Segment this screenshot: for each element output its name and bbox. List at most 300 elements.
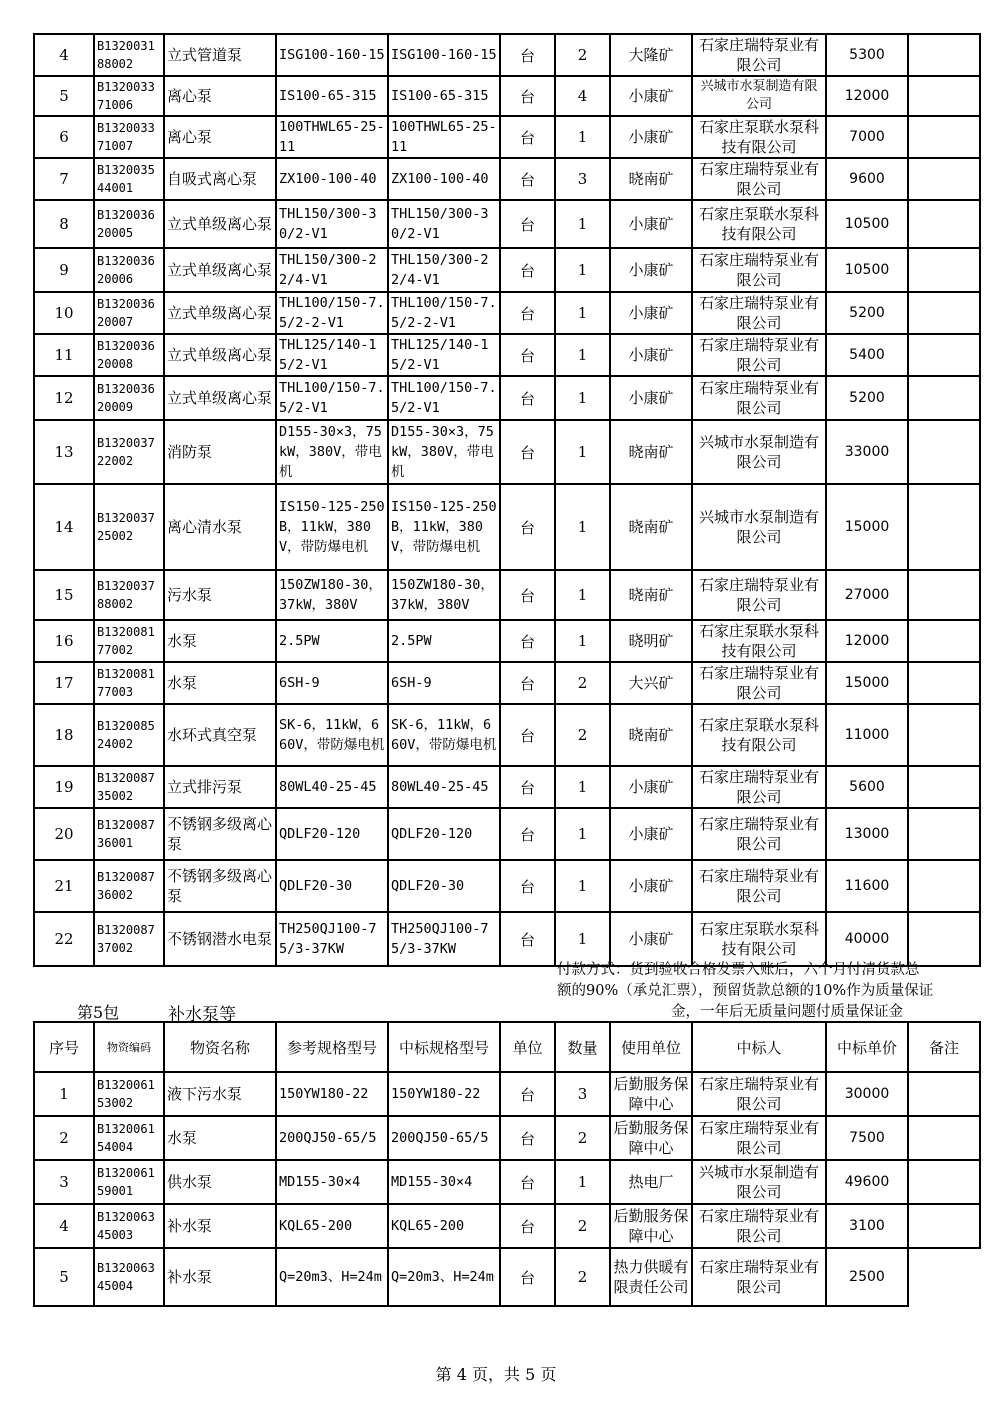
table-row: [34, 860, 980, 912]
cell-user: 大兴矿: [610, 662, 692, 704]
cell-code: B132006154004: [94, 1116, 164, 1160]
cell-no: 8: [34, 200, 94, 248]
cell-code: B132008524002: [94, 704, 164, 766]
cell-user: 小康矿: [610, 766, 692, 808]
cell-user: 后勤服务保障中心: [610, 1116, 692, 1160]
cell-code: B132006159001: [94, 1160, 164, 1204]
cell-ref-spec: QDLF20-30: [276, 860, 388, 912]
cell-code: B132008735002: [94, 766, 164, 808]
cell-qty: 1: [555, 1160, 610, 1204]
cell-no: 3: [34, 1160, 94, 1204]
table-row: [34, 1072, 980, 1116]
cell-no: 21: [34, 860, 94, 912]
cell-remark: [908, 376, 980, 420]
cell-price: 10500: [826, 200, 908, 248]
cell-qty: 2: [555, 1116, 610, 1160]
cell-user: 大隆矿: [610, 34, 692, 76]
cell-ref-spec: IS150-125-250B，11kW，380V，带防爆电机: [276, 484, 388, 570]
cell-name: 离心泵: [164, 116, 276, 158]
header-no: 序号: [34, 1022, 94, 1072]
header-price: 中标单价: [826, 1022, 908, 1072]
table-row: [34, 1204, 980, 1248]
table-row: [34, 1248, 980, 1306]
cell-user: 小康矿: [610, 292, 692, 334]
cell-no: 10: [34, 292, 94, 334]
cell-code: B132006153002: [94, 1072, 164, 1116]
cell-winner: 兴城市水泵制造有限公司: [692, 484, 826, 570]
cell-price: 2500: [826, 1248, 908, 1306]
cell-name: 立式单级离心泵: [164, 334, 276, 376]
cell-remark: [908, 1248, 980, 1306]
header-winner: 中标人: [692, 1022, 826, 1072]
cell-unit: 台: [500, 620, 555, 662]
cell-qty: 1: [555, 376, 610, 420]
cell-winner: 石家庄泵联水泵科技有限公司: [692, 116, 826, 158]
cell-ref-spec: THL100/150-7.5/2-2-V1: [276, 292, 388, 334]
cell-bid-spec: Q=20m3、H=24m: [388, 1248, 500, 1306]
cell-ref-spec: THL150/300-30/2-V1: [276, 200, 388, 248]
cell-no: 9: [34, 248, 94, 292]
cell-qty: 1: [555, 860, 610, 912]
cell-winner: 兴城市水泵制造有限公司: [692, 1160, 826, 1204]
cell-no: 12: [34, 376, 94, 420]
cell-unit: 台: [500, 1072, 555, 1116]
cell-remark: [908, 158, 980, 200]
cell-price: 5400: [826, 334, 908, 376]
cell-winner: 石家庄泵联水泵科技有限公司: [692, 704, 826, 766]
cell-qty: 1: [555, 912, 610, 966]
cell-code: B132003620008: [94, 334, 164, 376]
payment-line-1: 付款方式：货到验收合格发票入账后，六个月付清货款总: [557, 962, 920, 978]
cell-name: 供水泵: [164, 1160, 276, 1204]
header-unit: 单位: [500, 1022, 555, 1072]
cell-code: B132006345004: [94, 1248, 164, 1306]
header-bid-spec: 中标规格型号: [388, 1022, 500, 1072]
cell-bid-spec: THL150/300-30/2-V1: [388, 200, 500, 248]
cell-price: 3100: [826, 1204, 908, 1248]
cell-code: B132003188002: [94, 34, 164, 76]
cell-user: 小康矿: [610, 912, 692, 966]
cell-name: 不锈钢多级离心泵: [164, 808, 276, 860]
cell-name: 水泵: [164, 1116, 276, 1160]
cell-winner: 石家庄瑞特泵业有限公司: [692, 570, 826, 620]
cell-unit: 台: [500, 248, 555, 292]
cell-price: 9600: [826, 158, 908, 200]
cell-price: 11600: [826, 860, 908, 912]
table-row: [34, 248, 980, 292]
cell-code: B132003620007: [94, 292, 164, 334]
cell-winner: 石家庄瑞特泵业有限公司: [692, 292, 826, 334]
header-qty: 数量: [555, 1022, 610, 1072]
cell-no: 19: [34, 766, 94, 808]
cell-price: 27000: [826, 570, 908, 620]
procurement-table-top: [33, 33, 981, 967]
cell-user: 晓南矿: [610, 570, 692, 620]
procurement-table-bottom: [33, 1021, 981, 1307]
cell-ref-spec: SK-6，11kW，660V，带防爆电机: [276, 704, 388, 766]
cell-name: 立式单级离心泵: [164, 376, 276, 420]
cell-code: B132008177002: [94, 620, 164, 662]
cell-bid-spec: 2.5PW: [388, 620, 500, 662]
cell-winner: 兴城市水泵制造有限公司: [692, 420, 826, 484]
cell-user: 小康矿: [610, 808, 692, 860]
cell-remark: [908, 34, 980, 76]
cell-unit: 台: [500, 1204, 555, 1248]
cell-no: 16: [34, 620, 94, 662]
cell-remark: [908, 766, 980, 808]
payment-terms: [557, 960, 977, 1023]
cell-bid-spec: 6SH-9: [388, 662, 500, 704]
table-row: [34, 912, 980, 966]
cell-winner: 石家庄瑞特泵业有限公司: [692, 1072, 826, 1116]
cell-remark: [908, 1116, 980, 1160]
cell-remark: [908, 484, 980, 570]
cell-bid-spec: D155-30×3，75kW，380V，带电机: [388, 420, 500, 484]
cell-code: B132003725002: [94, 484, 164, 570]
cell-qty: 1: [555, 116, 610, 158]
cell-price: 30000: [826, 1072, 908, 1116]
cell-price: 5600: [826, 766, 908, 808]
cell-user: 晓南矿: [610, 484, 692, 570]
cell-qty: 1: [555, 334, 610, 376]
cell-ref-spec: 200QJ50-65/5: [276, 1116, 388, 1160]
cell-ref-spec: Q=20m3、H=24m: [276, 1248, 388, 1306]
table-row: [34, 662, 980, 704]
cell-price: 10500: [826, 248, 908, 292]
table-row: [34, 484, 980, 570]
cell-unit: 台: [500, 34, 555, 76]
cell-name: 立式单级离心泵: [164, 292, 276, 334]
cell-bid-spec: THL100/150-7.5/2-2-V1: [388, 292, 500, 334]
cell-qty: 1: [555, 292, 610, 334]
cell-code: B132006345003: [94, 1204, 164, 1248]
table-row: [34, 376, 980, 420]
cell-remark: [908, 620, 980, 662]
cell-winner: 石家庄泵联水泵科技有限公司: [692, 912, 826, 966]
cell-code: B132008736001: [94, 808, 164, 860]
cell-user: 晓南矿: [610, 704, 692, 766]
cell-code: B132008177003: [94, 662, 164, 704]
cell-price: 12000: [826, 620, 908, 662]
cell-ref-spec: TH250QJ100-75/3-37KW: [276, 912, 388, 966]
cell-no: 17: [34, 662, 94, 704]
cell-ref-spec: QDLF20-120: [276, 808, 388, 860]
cell-unit: 台: [500, 292, 555, 334]
cell-unit: 台: [500, 808, 555, 860]
cell-ref-spec: ISG100-160-15: [276, 34, 388, 76]
cell-ref-spec: THL150/300-22/4-V1: [276, 248, 388, 292]
cell-no: 14: [34, 484, 94, 570]
cell-user: 后勤服务保障中心: [610, 1204, 692, 1248]
cell-remark: [908, 808, 980, 860]
cell-unit: 台: [500, 484, 555, 570]
cell-unit: 台: [500, 1248, 555, 1306]
cell-remark: [908, 116, 980, 158]
package-number: 第5包: [77, 1003, 120, 1022]
cell-ref-spec: 100THWL65-25-11: [276, 116, 388, 158]
cell-qty: 1: [555, 620, 610, 662]
cell-name: 水泵: [164, 620, 276, 662]
cell-ref-spec: 150ZW180-30，37kW，380V: [276, 570, 388, 620]
cell-bid-spec: QDLF20-30: [388, 860, 500, 912]
cell-qty: 1: [555, 248, 610, 292]
cell-remark: [908, 292, 980, 334]
cell-price: 5200: [826, 292, 908, 334]
cell-no: 6: [34, 116, 94, 158]
cell-no: 5: [34, 76, 94, 116]
cell-code: B132003620009: [94, 376, 164, 420]
cell-user: 小康矿: [610, 116, 692, 158]
table-row: [34, 292, 980, 334]
cell-name: 补水泵: [164, 1248, 276, 1306]
table-row: [34, 570, 980, 620]
cell-name: 立式管道泵: [164, 34, 276, 76]
table-row: [34, 116, 980, 158]
cell-unit: 台: [500, 158, 555, 200]
cell-qty: 1: [555, 420, 610, 484]
cell-bid-spec: 150YW180-22: [388, 1072, 500, 1116]
cell-unit: 台: [500, 200, 555, 248]
cell-bid-spec: ZX100-100-40: [388, 158, 500, 200]
cell-qty: 4: [555, 76, 610, 116]
cell-qty: 2: [555, 34, 610, 76]
cell-unit: 台: [500, 76, 555, 116]
table-row: [34, 34, 980, 76]
cell-qty: 2: [555, 704, 610, 766]
cell-bid-spec: ISG100-160-15: [388, 34, 500, 76]
cell-ref-spec: IS100-65-315: [276, 76, 388, 116]
cell-no: 5: [34, 1248, 94, 1306]
cell-qty: 1: [555, 766, 610, 808]
cell-user: 小康矿: [610, 200, 692, 248]
cell-price: 33000: [826, 420, 908, 484]
cell-unit: 台: [500, 1160, 555, 1204]
cell-no: 22: [34, 912, 94, 966]
cell-remark: [908, 570, 980, 620]
cell-unit: 台: [500, 334, 555, 376]
cell-ref-spec: 6SH-9: [276, 662, 388, 704]
cell-name: 立式单级离心泵: [164, 248, 276, 292]
cell-remark: [908, 248, 980, 292]
header-user: 使用单位: [610, 1022, 692, 1072]
cell-winner: 石家庄泵联水泵科技有限公司: [692, 200, 826, 248]
cell-name: 自吸式离心泵: [164, 158, 276, 200]
cell-code: B132003722002: [94, 420, 164, 484]
cell-price: 11000: [826, 704, 908, 766]
cell-price: 5300: [826, 34, 908, 76]
cell-remark: [908, 200, 980, 248]
cell-bid-spec: 150ZW180-30，37kW，380V: [388, 570, 500, 620]
cell-qty: 2: [555, 662, 610, 704]
cell-price: 7500: [826, 1116, 908, 1160]
cell-remark: [908, 860, 980, 912]
table-row: [34, 158, 980, 200]
cell-bid-spec: 100THWL65-25-11: [388, 116, 500, 158]
table-row: [34, 1116, 980, 1160]
cell-remark: [908, 704, 980, 766]
cell-qty: 1: [555, 484, 610, 570]
cell-bid-spec: THL100/150-7.5/2-V1: [388, 376, 500, 420]
cell-price: 49600: [826, 1160, 908, 1204]
cell-winner: 石家庄瑞特泵业有限公司: [692, 860, 826, 912]
cell-unit: 台: [500, 662, 555, 704]
cell-no: 1: [34, 1072, 94, 1116]
cell-remark: [908, 1204, 980, 1248]
cell-price: 7000: [826, 116, 908, 158]
cell-winner: 石家庄瑞特泵业有限公司: [692, 1204, 826, 1248]
cell-winner: 石家庄瑞特泵业有限公司: [692, 248, 826, 292]
cell-ref-spec: 150YW180-22: [276, 1072, 388, 1116]
cell-user: 小康矿: [610, 334, 692, 376]
cell-winner: 石家庄瑞特泵业有限公司: [692, 376, 826, 420]
table-row: [34, 808, 980, 860]
cell-unit: 台: [500, 704, 555, 766]
cell-no: 20: [34, 808, 94, 860]
cell-no: 2: [34, 1116, 94, 1160]
table-row: [34, 1160, 980, 1204]
cell-no: 13: [34, 420, 94, 484]
cell-ref-spec: ZX100-100-40: [276, 158, 388, 200]
cell-code: B132003371007: [94, 116, 164, 158]
header-name: 物资名称: [164, 1022, 276, 1072]
table-row: [34, 420, 980, 484]
cell-remark: [908, 912, 980, 966]
cell-name: 离心泵: [164, 76, 276, 116]
cell-remark: [908, 420, 980, 484]
page-footer: 第 4 页，共 5 页: [435, 1365, 557, 1384]
table-row: [34, 620, 980, 662]
cell-user: 小康矿: [610, 248, 692, 292]
cell-unit: 台: [500, 912, 555, 966]
cell-remark: [908, 662, 980, 704]
cell-remark: [908, 1160, 980, 1204]
cell-ref-spec: D155-30×3，75kW，380V，带电机: [276, 420, 388, 484]
cell-name: 不锈钢多级离心泵: [164, 860, 276, 912]
cell-winner: 石家庄瑞特泵业有限公司: [692, 334, 826, 376]
cell-unit: 台: [500, 420, 555, 484]
cell-qty: 1: [555, 808, 610, 860]
cell-price: 5200: [826, 376, 908, 420]
cell-user: 小康矿: [610, 376, 692, 420]
package-title: 补水泵等: [168, 1005, 236, 1025]
cell-ref-spec: 2.5PW: [276, 620, 388, 662]
cell-remark: [908, 334, 980, 376]
cell-user: 小康矿: [610, 860, 692, 912]
table-row: [34, 766, 980, 808]
cell-unit: 台: [500, 1116, 555, 1160]
table-row: [34, 76, 980, 116]
cell-name: 离心清水泵: [164, 484, 276, 570]
cell-winner: 石家庄瑞特泵业有限公司: [692, 1248, 826, 1306]
cell-name: 污水泵: [164, 570, 276, 620]
cell-winner: 石家庄瑞特泵业有限公司: [692, 158, 826, 200]
cell-bid-spec: 80WL40-25-45: [388, 766, 500, 808]
cell-price: 15000: [826, 662, 908, 704]
table-header-row: [34, 1022, 980, 1072]
cell-name: 液下污水泵: [164, 1072, 276, 1116]
cell-name: 立式排污泵: [164, 766, 276, 808]
cell-code: B132003620006: [94, 248, 164, 292]
cell-price: 12000: [826, 76, 908, 116]
cell-name: 水环式真空泵: [164, 704, 276, 766]
cell-winner: 石家庄瑞特泵业有限公司: [692, 34, 826, 76]
cell-name: 补水泵: [164, 1204, 276, 1248]
table-row: [34, 200, 980, 248]
cell-code: B132008736002: [94, 860, 164, 912]
cell-user: 晓南矿: [610, 158, 692, 200]
cell-ref-spec: MD155-30×4: [276, 1160, 388, 1204]
payment-line-3: 金，一年后无质量问题付质量保证金: [671, 1004, 903, 1020]
cell-name: 不锈钢潜水电泵: [164, 912, 276, 966]
cell-user: 晓明矿: [610, 620, 692, 662]
cell-code: B132003371006: [94, 76, 164, 116]
cell-no: 4: [34, 1204, 94, 1248]
cell-remark: [908, 1072, 980, 1116]
cell-unit: 台: [500, 766, 555, 808]
cell-remark: [908, 76, 980, 116]
cell-bid-spec: QDLF20-120: [388, 808, 500, 860]
cell-code: B132003788002: [94, 570, 164, 620]
header-remark: 备注: [908, 1022, 980, 1072]
cell-qty: 1: [555, 570, 610, 620]
cell-winner: 石家庄瑞特泵业有限公司: [692, 1116, 826, 1160]
cell-ref-spec: THL100/150-7.5/2-V1: [276, 376, 388, 420]
cell-price: 13000: [826, 808, 908, 860]
cell-price: 15000: [826, 484, 908, 570]
cell-user: 后勤服务保障中心: [610, 1072, 692, 1116]
cell-qty: 1: [555, 200, 610, 248]
cell-qty: 2: [555, 1248, 610, 1306]
cell-ref-spec: KQL65-200: [276, 1204, 388, 1248]
cell-name: 立式单级离心泵: [164, 200, 276, 248]
cell-no: 4: [34, 34, 94, 76]
cell-unit: 台: [500, 376, 555, 420]
table-row: [34, 334, 980, 376]
cell-unit: 台: [500, 570, 555, 620]
cell-no: 11: [34, 334, 94, 376]
cell-bid-spec: IS100-65-315: [388, 76, 500, 116]
cell-qty: 3: [555, 158, 610, 200]
cell-no: 15: [34, 570, 94, 620]
cell-name: 消防泵: [164, 420, 276, 484]
cell-bid-spec: IS150-125-250B，11kW，380V，带防爆电机: [388, 484, 500, 570]
cell-winner: 石家庄瑞特泵业有限公司: [692, 766, 826, 808]
table-row: [34, 704, 980, 766]
cell-qty: 3: [555, 1072, 610, 1116]
cell-unit: 台: [500, 116, 555, 158]
cell-no: 18: [34, 704, 94, 766]
header-ref-spec: 参考规格型号: [276, 1022, 388, 1072]
cell-code: B132003544001: [94, 158, 164, 200]
cell-price: 40000: [826, 912, 908, 966]
cell-bid-spec: THL150/300-22/4-V1: [388, 248, 500, 292]
cell-user: 小康矿: [610, 76, 692, 116]
cell-unit: 台: [500, 860, 555, 912]
header-code: 物资编码: [94, 1022, 164, 1072]
cell-winner: 石家庄泵联水泵科技有限公司: [692, 620, 826, 662]
cell-user: 晓南矿: [610, 420, 692, 484]
cell-bid-spec: MD155-30×4: [388, 1160, 500, 1204]
payment-line-2: 额的90%（承兑汇票），预留货款总额的10%作为质量保证: [557, 983, 934, 999]
cell-name: 水泵: [164, 662, 276, 704]
cell-no: 7: [34, 158, 94, 200]
cell-bid-spec: KQL65-200: [388, 1204, 500, 1248]
cell-bid-spec: SK-6，11kW，660V，带防爆电机: [388, 704, 500, 766]
cell-bid-spec: TH250QJ100-75/3-37KW: [388, 912, 500, 966]
cell-code: B132008737002: [94, 912, 164, 966]
cell-bid-spec: THL125/140-15/2-V1: [388, 334, 500, 376]
cell-user: 热电厂: [610, 1160, 692, 1204]
